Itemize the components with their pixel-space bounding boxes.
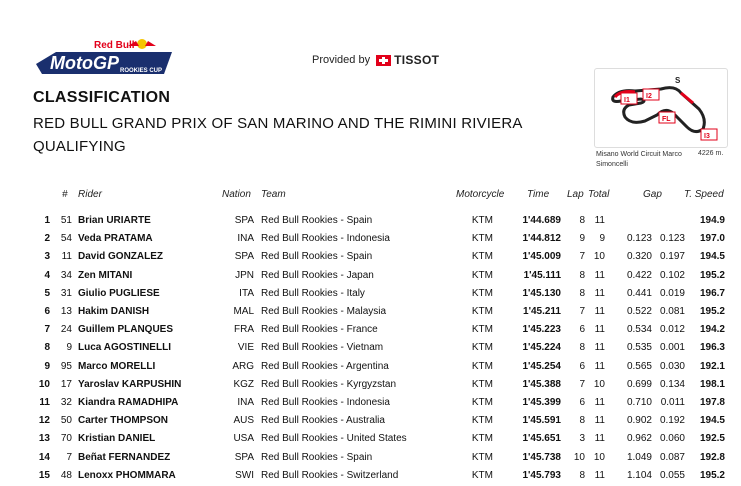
cell-best-lap: 6: [579, 397, 585, 408]
cell-top-speed: 192.1: [699, 360, 725, 372]
cell-top-speed: 194.9: [699, 215, 725, 226]
page-title: CLASSIFICATION: [33, 89, 171, 106]
svg-text:I2: I2: [646, 93, 652, 100]
cell-nation: SWI: [235, 469, 254, 481]
map-label-s: S: [675, 76, 681, 85]
cell-motorcycle: KTM: [471, 451, 493, 463]
cell-total-laps: 10: [593, 451, 605, 463]
cell-top-speed: 196.7: [699, 287, 725, 299]
cell-gap-to-previous: 0.012: [659, 324, 685, 336]
cell-gap-to-first: 0.422: [626, 269, 652, 281]
cell-nation: FRA: [234, 324, 254, 336]
map-label-i1: [621, 93, 637, 104]
cell-motorcycle: KTM: [471, 306, 493, 317]
cell-position: 11: [39, 397, 50, 408]
column-header-motorcycle: Motorcycle: [456, 189, 505, 200]
cell-gap-to-previous: 0.001: [659, 342, 685, 354]
logo-sub-text: ROOKIES CUP: [120, 68, 163, 74]
swiss-cross-icon: [376, 55, 391, 66]
cell-lap-time: 1'44.812: [522, 233, 561, 245]
cell-team: Red Bull Rookies - Spain: [261, 451, 373, 463]
cell-nation: ARG: [232, 360, 254, 372]
cell-position: 10: [38, 378, 50, 390]
cell-position: 15: [38, 469, 50, 481]
event-title: RED BULL GRAND PRIX OF SAN MARINO AND THE RIMINI RIVIERA: [33, 115, 523, 132]
cell-team: Red Bull Rookies - Argentina: [261, 360, 389, 372]
cell-total-laps: 11: [594, 397, 605, 408]
cell-gap-to-previous: 0.123: [659, 233, 685, 245]
cell-top-speed: 197.0: [699, 233, 725, 245]
cell-top-speed: 198.1: [699, 378, 725, 390]
cell-best-lap: 6: [579, 324, 585, 336]
cell-rider-number: 13: [60, 306, 72, 317]
map-label-i3: [701, 129, 717, 140]
cell-gap-to-first: 1.104: [626, 469, 652, 481]
tissot-logo: [376, 53, 439, 67]
column-header-gap: Gap: [643, 189, 662, 200]
cell-total-laps: 11: [594, 415, 605, 427]
cell-total-laps: 10: [593, 378, 605, 390]
cell-nation: INA: [237, 233, 254, 245]
cell-lap-time: 1'45.111: [523, 269, 561, 281]
cell-team: Red Bull Rookies - France: [261, 324, 378, 336]
svg-text:I3: I3: [704, 133, 710, 140]
cell-motorcycle: KTM: [471, 233, 493, 245]
column-header-time: Time: [527, 189, 550, 200]
cell-team: Red Bull Rookies - Australia: [261, 415, 385, 427]
cell-nation: AUS: [233, 415, 254, 427]
session-title: QUALIFYING: [33, 138, 126, 155]
cell-gap-to-previous: 0.055: [659, 469, 685, 481]
cell-team: Red Bull Rookies - Spain: [261, 251, 373, 263]
cell-position: 5: [44, 287, 50, 299]
cell-nation: USA: [233, 433, 254, 445]
cell-lap-time: 1'45.399: [522, 397, 561, 408]
table-row: [0, 449, 741, 467]
rookies-cup-logo: [32, 36, 182, 82]
cell-lap-time: 1'44.689: [522, 215, 561, 226]
cell-best-lap: 7: [579, 306, 585, 317]
cell-best-lap: 7: [579, 251, 585, 263]
cell-motorcycle: KTM: [471, 342, 493, 354]
table-row: [0, 467, 741, 485]
table-row: [0, 267, 741, 285]
cell-total-laps: 11: [594, 469, 605, 481]
cell-total-laps: 11: [594, 215, 605, 226]
cell-position: 1: [44, 215, 50, 226]
cell-gap-to-first: 0.123: [626, 233, 652, 245]
cell-gap-to-first: 0.320: [626, 251, 652, 263]
cell-rider-number: 17: [60, 378, 72, 390]
cell-gap-to-previous: 0.197: [659, 251, 685, 263]
table-row: [0, 303, 741, 321]
svg-text:FL: FL: [662, 116, 671, 123]
cell-rider-name: Kristian DANIEL: [78, 433, 156, 445]
cell-motorcycle: KTM: [471, 251, 493, 263]
cell-top-speed: 196.3: [699, 342, 725, 354]
cell-team: Red Bull Rookies - Vietnam: [261, 342, 384, 354]
cell-rider-number: 32: [60, 397, 72, 408]
cell-motorcycle: KTM: [471, 269, 493, 281]
column-header-speed: T. Speed: [684, 189, 724, 200]
table-row: [0, 339, 741, 357]
cell-rider-name: Lenoxx PHOMMARA: [78, 469, 176, 481]
cell-gap-to-previous: 0.087: [659, 451, 685, 463]
column-header-lap: Lap: [567, 189, 584, 200]
circuit-length: 4226 m.: [698, 150, 724, 157]
column-header-team: Team: [261, 189, 286, 200]
cell-top-speed: 194.5: [699, 251, 725, 263]
cell-position: 3: [44, 251, 50, 263]
cell-motorcycle: KTM: [471, 287, 493, 299]
cell-total-laps: 11: [594, 306, 605, 317]
cell-best-lap: 8: [579, 269, 585, 281]
column-header-nation: Nation: [222, 189, 251, 200]
table-row: [0, 212, 741, 230]
cell-gap-to-previous: 0.030: [659, 360, 685, 372]
cell-best-lap: 9: [579, 233, 585, 245]
column-header-number: #: [62, 189, 68, 200]
cell-team: Red Bull Rookies - Indonesia: [261, 233, 390, 245]
cell-gap-to-first: 0.902: [626, 415, 652, 427]
cell-rider-number: 9: [66, 342, 72, 354]
cell-rider-name: Marco MORELLI: [78, 360, 156, 372]
cell-rider-name: Giulio PUGLIESE: [78, 287, 160, 299]
cell-lap-time: 1'45.254: [522, 360, 561, 372]
circuit-map: [594, 68, 728, 148]
cell-gap-to-previous: 0.102: [659, 269, 685, 281]
cell-total-laps: 11: [594, 342, 605, 354]
column-header-rider: Rider: [78, 189, 102, 200]
cell-lap-time: 1'45.009: [522, 251, 561, 263]
map-label-i2: [643, 89, 659, 100]
cell-best-lap: 8: [579, 287, 585, 299]
cell-lap-time: 1'45.223: [522, 324, 561, 336]
cell-team: Red Bull Rookies - Malaysia: [261, 306, 387, 317]
cell-top-speed: 195.2: [699, 306, 725, 317]
cell-best-lap: 8: [579, 342, 585, 354]
cell-lap-time: 1'45.738: [522, 451, 561, 463]
provided-by-label: Provided by: [312, 54, 371, 66]
cell-nation: SPA: [234, 451, 254, 463]
cell-nation: ITA: [239, 287, 254, 299]
cell-lap-time: 1'45.388: [522, 378, 561, 390]
cell-gap-to-first: 0.710: [626, 397, 652, 408]
cell-best-lap: 6: [579, 360, 585, 372]
cell-position: 13: [38, 433, 50, 445]
cell-gap-to-previous: 0.134: [659, 378, 685, 390]
cell-team: Red Bull Rookies - Japan: [261, 269, 374, 281]
cell-top-speed: 192.8: [699, 451, 725, 463]
cell-total-laps: 11: [594, 433, 605, 445]
cell-nation: JPN: [235, 269, 254, 281]
cell-rider-number: 95: [60, 360, 72, 372]
table-row: [0, 358, 741, 376]
table-row: [0, 376, 741, 394]
cell-total-laps: 11: [594, 360, 605, 372]
cell-motorcycle: KTM: [471, 415, 493, 427]
logo-brand-text: Red Bull: [94, 40, 135, 51]
cell-nation: KGZ: [233, 378, 254, 390]
cell-lap-time: 1'45.211: [523, 306, 561, 317]
cell-gap-to-previous: 0.060: [659, 433, 685, 445]
svg-text:I1: I1: [624, 97, 630, 104]
cell-lap-time: 1'45.591: [522, 415, 561, 427]
logo-main-text: MotoGP: [50, 53, 119, 73]
table-row: [0, 230, 741, 248]
cell-gap-to-previous: 0.192: [659, 415, 685, 427]
cell-total-laps: 11: [594, 269, 605, 281]
cell-position: 14: [38, 451, 50, 463]
table-row: [0, 248, 741, 266]
cell-nation: VIE: [237, 342, 254, 354]
cell-rider-name: Brian URIARTE: [78, 215, 151, 226]
circuit-name: Misano World Circuit Marco Simoncelli: [596, 151, 682, 168]
cell-rider-number: 31: [60, 287, 72, 299]
cell-best-lap: 7: [579, 378, 585, 390]
cell-total-laps: 11: [594, 287, 605, 299]
cell-rider-name: Carter THOMPSON: [78, 415, 169, 427]
cell-position: 2: [44, 233, 50, 245]
cell-nation: SPA: [234, 251, 254, 263]
cell-team: Red Bull Rookies - Kyrgyzstan: [261, 378, 397, 390]
table-row: [0, 394, 741, 412]
cell-team: Red Bull Rookies - Spain: [261, 215, 373, 226]
cell-rider-name: Kiandra RAMADHIPA: [78, 397, 179, 408]
cell-gap-to-first: 0.522: [626, 306, 652, 317]
cell-team: Red Bull Rookies - Indonesia: [261, 397, 390, 408]
column-header-total: Total: [588, 189, 610, 200]
cell-rider-number: 51: [60, 215, 72, 226]
cell-gap-to-previous: 0.019: [659, 287, 685, 299]
cell-best-lap: 8: [579, 215, 585, 226]
cell-best-lap: 8: [579, 415, 585, 427]
cell-rider-number: 50: [60, 415, 72, 427]
cell-rider-name: Hakim DANISH: [78, 306, 150, 317]
cell-nation: INA: [237, 397, 254, 408]
cell-motorcycle: KTM: [471, 469, 493, 481]
cell-rider-name: Guillem PLANQUES: [78, 324, 174, 336]
cell-lap-time: 1'45.224: [522, 342, 561, 354]
cell-nation: MAL: [233, 306, 254, 317]
cell-lap-time: 1'45.793: [522, 469, 561, 481]
cell-top-speed: 194.5: [699, 415, 725, 427]
cell-total-laps: 10: [593, 251, 605, 263]
table-row: [0, 285, 741, 303]
cell-rider-name: Zen MITANI: [78, 269, 133, 281]
cell-motorcycle: KTM: [471, 378, 493, 390]
cell-rider-number: 70: [60, 433, 72, 445]
cell-best-lap: 10: [573, 451, 585, 463]
cell-position: 6: [44, 306, 50, 317]
cell-rider-name: Luca AGOSTINELLI: [78, 342, 171, 354]
cell-gap-to-first: 1.049: [626, 451, 652, 463]
cell-total-laps: 11: [594, 324, 605, 336]
cell-gap-to-previous: 0.011: [660, 397, 685, 408]
cell-rider-name: Beñat FERNANDEZ: [78, 451, 171, 463]
table-row: [0, 321, 741, 339]
cell-rider-number: 7: [66, 451, 72, 463]
cell-rider-number: 54: [60, 233, 72, 245]
cell-motorcycle: KTM: [471, 215, 493, 226]
cell-top-speed: 197.8: [699, 397, 725, 408]
cell-team: Red Bull Rookies - Italy: [261, 287, 365, 299]
cell-top-speed: 194.2: [699, 324, 725, 336]
cell-top-speed: 195.2: [699, 469, 725, 481]
cell-top-speed: 192.5: [699, 433, 725, 445]
cell-team: Red Bull Rookies - Switzerland: [261, 469, 399, 481]
cell-gap-to-first: 0.699: [626, 378, 652, 390]
cell-gap-to-previous: 0.081: [659, 306, 685, 317]
cell-top-speed: 195.2: [699, 269, 725, 281]
cell-rider-number: 48: [60, 469, 72, 481]
cell-rider-number: 24: [60, 324, 72, 336]
cell-gap-to-first: 0.535: [626, 342, 652, 354]
cell-best-lap: 8: [579, 469, 585, 481]
cell-position: 12: [38, 415, 50, 427]
cell-rider-name: Yaroslav KARPUSHIN: [78, 378, 182, 390]
provided-by: [312, 53, 439, 67]
cell-motorcycle: KTM: [471, 397, 493, 408]
map-label-fl: [659, 112, 675, 123]
cell-motorcycle: KTM: [471, 324, 493, 336]
cell-motorcycle: KTM: [471, 360, 493, 372]
cell-rider-name: David GONZALEZ: [78, 251, 164, 263]
cell-rider-number: 11: [61, 251, 72, 263]
cell-rider-number: 34: [60, 269, 72, 281]
cell-lap-time: 1'45.651: [522, 433, 561, 445]
cell-position: 7: [44, 324, 50, 336]
cell-best-lap: 3: [579, 433, 585, 445]
cell-gap-to-first: 0.962: [626, 433, 652, 445]
cell-gap-to-first: 0.534: [626, 324, 652, 336]
cell-lap-time: 1'45.130: [522, 287, 561, 299]
table-row: [0, 412, 741, 430]
cell-motorcycle: KTM: [471, 433, 493, 445]
cell-team: Red Bull Rookies - United States: [261, 433, 407, 445]
cell-position: 4: [44, 269, 50, 281]
cell-nation: SPA: [234, 215, 254, 226]
tissot-text: TISSOT: [394, 53, 440, 67]
cell-rider-name: Veda PRATAMA: [78, 233, 153, 245]
cell-gap-to-first: 0.565: [626, 360, 652, 372]
cell-position: 8: [44, 342, 50, 354]
table-row: [0, 430, 741, 448]
cell-gap-to-first: 0.441: [626, 287, 652, 299]
cell-total-laps: 9: [599, 233, 605, 245]
cell-position: 9: [44, 360, 50, 372]
